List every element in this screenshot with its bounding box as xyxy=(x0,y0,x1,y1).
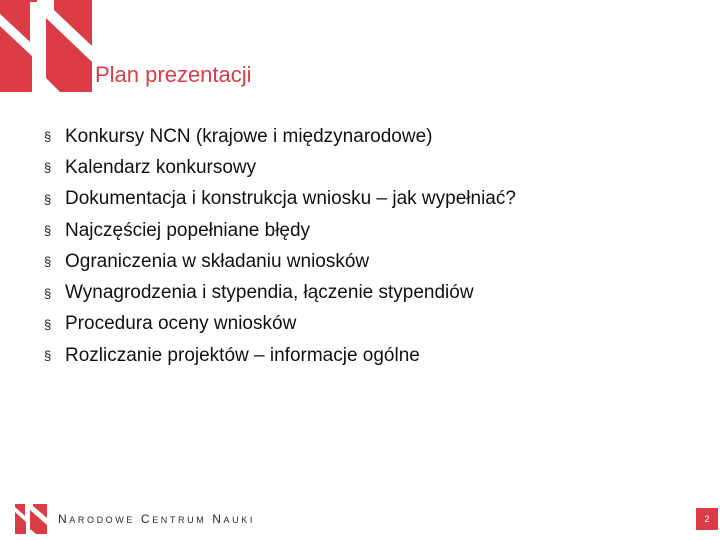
list-item-text: Wynagrodzenia i stypendia, łączenie stypendiów xyxy=(65,282,474,304)
org-word: CENTRUM xyxy=(140,512,207,526)
list-item xyxy=(44,277,516,308)
bullet-icon: § xyxy=(44,160,52,176)
list-item xyxy=(44,215,516,246)
list-item xyxy=(44,152,516,183)
list-item-text: Kalendarz konkursowy xyxy=(65,156,257,178)
bullet-icon: § xyxy=(44,129,52,145)
list-item-text: Rozliczanie projektów – informacje ogólne xyxy=(65,344,420,366)
bullet-icon: § xyxy=(44,223,52,239)
org-word: NARODOWE xyxy=(58,512,135,526)
bullet-icon: § xyxy=(44,191,52,207)
page-number-badge: 2 xyxy=(696,508,718,530)
list-item xyxy=(44,246,516,277)
agenda-list xyxy=(44,121,516,371)
bullet-icon: § xyxy=(44,254,52,270)
list-item xyxy=(44,184,516,215)
ncn-logo-small-icon xyxy=(15,504,47,534)
org-word: NAUKI xyxy=(212,512,255,526)
bullet-icon: § xyxy=(44,348,52,364)
list-item xyxy=(44,340,516,371)
list-item xyxy=(44,121,516,152)
slide-title: Plan prezentacji xyxy=(95,62,252,87)
bullet-icon: § xyxy=(44,316,52,332)
list-item-text: Procedura oceny wniosków xyxy=(65,313,297,335)
list-item-text: Najczęściej popełniane błędy xyxy=(65,219,311,241)
list-item-text: Ograniczenia w składaniu wniosków xyxy=(65,250,370,272)
bullet-icon: § xyxy=(44,285,52,301)
ncn-logo-mark-icon xyxy=(0,0,92,92)
footer-org-name xyxy=(58,510,255,529)
list-item xyxy=(44,309,516,340)
list-item-text: Dokumentacja i konstrukcja wniosku – jak wypełniać? xyxy=(65,188,516,210)
list-item-text: Konkursy NCN (krajowe i międzynarodowe) xyxy=(65,125,433,147)
